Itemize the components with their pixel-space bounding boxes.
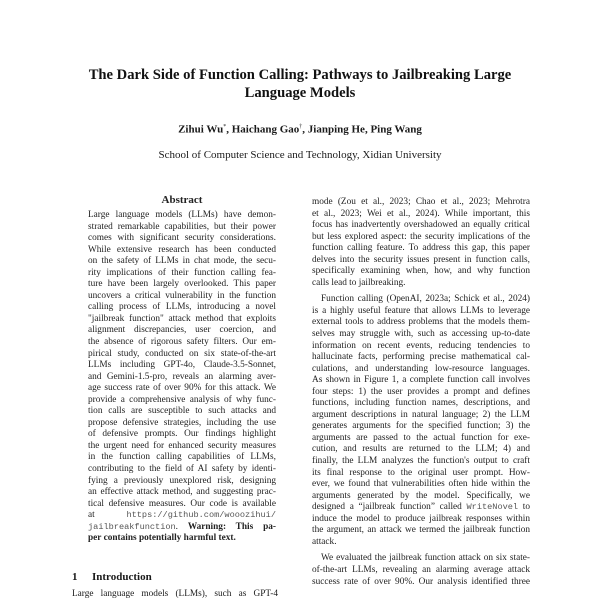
text-line: function calling feature. To address this gap, this paper: [312, 243, 530, 254]
section-heading: [72, 570, 152, 584]
inline-code: WriteNovel: [466, 502, 519, 513]
text-line: cution, and results are returned to the LLM; 4) and: [312, 444, 530, 455]
text-line: calls lead to jailbreaking.: [312, 277, 406, 288]
text-line: propose defensive strategies, including the use: [88, 417, 276, 428]
text-line: ture have been largely overlooked. This paper: [88, 279, 276, 290]
warning-text: per contains potentially harmful text.: [88, 533, 236, 544]
text-line: alignment discrepancies, user coercion, and: [88, 325, 276, 336]
text-line: selves may struggle with, such as accessing up-to-date: [312, 329, 530, 340]
text-line: ever, we found that vulnerabilities often hide within the: [312, 479, 530, 490]
title-line-1: The Dark Side of Function Calling: Pathways to Jailbreaking Large: [88, 67, 512, 83]
section-number: 1: [72, 571, 78, 583]
author-name: Jianping He: [307, 123, 365, 136]
paragraph-1: [312, 197, 530, 289]
text-line: While extensive research has been conducted: [88, 244, 276, 255]
paragraph-2: [312, 294, 530, 502]
paper-title: [60, 66, 540, 102]
abstract-code-line-2: jailbreakfunction. Warning: This pa-: [88, 521, 276, 532]
text-line: success rate of over 90%. Our analysis identified three: [312, 576, 530, 587]
text-line: finally, the LLM analyzes the function's output to craft: [312, 456, 530, 467]
text-line: fying a previously unexplored risk, designing: [88, 475, 276, 486]
text-line: its final response to the original user prompt. How-: [312, 467, 530, 478]
author-name: Haichang Gao: [231, 123, 300, 136]
text-line: LLMs including GPT-4o, Claude-3.5-Sonnet,: [88, 360, 276, 371]
text-line: in the function calling capabilities of LLMs,: [88, 452, 276, 463]
text-line: induce the model to produce jailbreak responses within: [312, 513, 530, 524]
author-mark: †: [299, 124, 303, 130]
text-line: external tools to address problems that the models them-: [312, 317, 530, 328]
text-line: tion calls are susceptible to such attacks and: [88, 406, 276, 417]
text-line: the urgent need for enhanced security measures: [88, 440, 276, 451]
text-line: provide a comprehensive analysis of why func-: [88, 394, 276, 405]
text-line: and Gemini-1.5-pro, reveals an alarming aver-: [88, 371, 276, 382]
abstract-column: [88, 193, 276, 545]
text-line: strated remarkable capabilities, but their power: [88, 221, 276, 232]
text-line: is a highly useful feature that allows LLMs to leverage: [312, 305, 530, 316]
code-line: designed a “jailbreak function” called WriteNovel to: [312, 502, 531, 513]
text-line: rity implications of their function calling fea-: [88, 267, 276, 278]
text-line: the argument, an attack we termed the jailbreak function: [312, 525, 530, 536]
author-mark: *: [223, 124, 227, 130]
text-line: hallucinate facts, performing precise mathematical cal-: [312, 352, 530, 363]
text-line: age success rate of over 90% for this attack. We: [88, 383, 276, 394]
warning-label: Warning: This pa-: [187, 521, 276, 532]
text-line: generates arguments for the specified function; 3) the: [312, 421, 530, 432]
text-line: As shown in Figure 1, a complete function call involves: [312, 375, 530, 386]
author-list: Zihui Wu*, Haichang Gao†, Jianping He, Ping Wang: [178, 123, 422, 136]
text-line: calling process of LLMs, introducing a novel: [88, 302, 276, 313]
text-line: Large language models (LLMs) have demon-: [88, 210, 276, 220]
text-line: on the safety of LLMs in chat mode, the secu-: [88, 256, 276, 267]
text-line: delves into the security issues present in function calls,: [312, 254, 530, 265]
paragraph-3: [312, 553, 530, 588]
text-line: Function calling (OpenAI, 2023a; Schick et al., 2024): [321, 294, 530, 305]
text-line: arguments generated by the model. Specifically, we: [312, 490, 530, 501]
text-line: an effective attack method, and suggesting prac-: [88, 487, 276, 498]
intro-first-line: Large language models (LLMs), such as GPT-4: [72, 589, 278, 599]
abstract-code-line-1: at https://github.com/wooozihui/: [88, 510, 276, 521]
text-line: functions, including function names, descriptions, and: [312, 398, 530, 409]
text-line: culations, and understanding low-resource languages.: [312, 363, 530, 374]
text-line: specifically examining when, how, and why function: [312, 266, 530, 277]
title-line-2: Language Models: [244, 85, 356, 101]
author-name: Ping Wang: [370, 123, 422, 136]
paragraph-2-tail: [312, 514, 530, 549]
abstract-heading: Abstract: [161, 194, 203, 206]
author-name: Zihui Wu: [178, 123, 224, 136]
text-line: mode (Zou et al., 2023; Chao et al., 2023; Mehrotra: [312, 197, 530, 207]
text-line: et al., 2023; Wei et al., 2024). While important, this: [312, 208, 530, 219]
text-line: but less explored aspect: the security implications of the: [312, 231, 530, 242]
code-link[interactable]: https://github.com/wooozihui/: [126, 510, 276, 521]
right-column: [312, 197, 530, 588]
text-line: focus has inadvertently overshadowed an equally critical: [312, 220, 530, 231]
text-line: contributing to the field of AI safety by identi-: [88, 464, 276, 475]
text-line: arguments are passed to the actual function for exe-: [312, 432, 530, 443]
text-line: We evaluated the jailbreak function attack on six state-: [321, 553, 530, 564]
text-line: comes with significant security considerations.: [88, 233, 276, 244]
text-line: uncovers a critical vulnerability in the function: [88, 290, 276, 301]
text-line: argument descriptions in natural language; 2) the LLM: [312, 409, 530, 420]
text-line: tical defensive measures. Our code is available: [88, 498, 276, 509]
text-line: of defensive prompts. Our findings highlight: [88, 429, 276, 440]
affiliation: School of Computer Science and Technology, Xidian University: [158, 149, 442, 161]
text-line: four steps: 1) the user provides a prompt and defines: [312, 386, 530, 397]
section-title: Introduction: [92, 571, 152, 583]
text-line: the absence of rigorous safety filters. Our em-: [88, 337, 276, 348]
text-line: information on recent events, reducing tendencies to: [312, 340, 530, 351]
text-line: "jailbreak function" attack method that exploits: [88, 313, 276, 324]
text-line: pirical study, conducted on six state-of-the-art: [88, 348, 276, 359]
text-line: of-the-art LLMs, revealing an alarming average attack: [312, 564, 530, 575]
code-link-cont[interactable]: jailbreakfunction: [88, 521, 176, 532]
text-line: attack.: [312, 536, 337, 547]
abstract-body: [88, 210, 276, 510]
